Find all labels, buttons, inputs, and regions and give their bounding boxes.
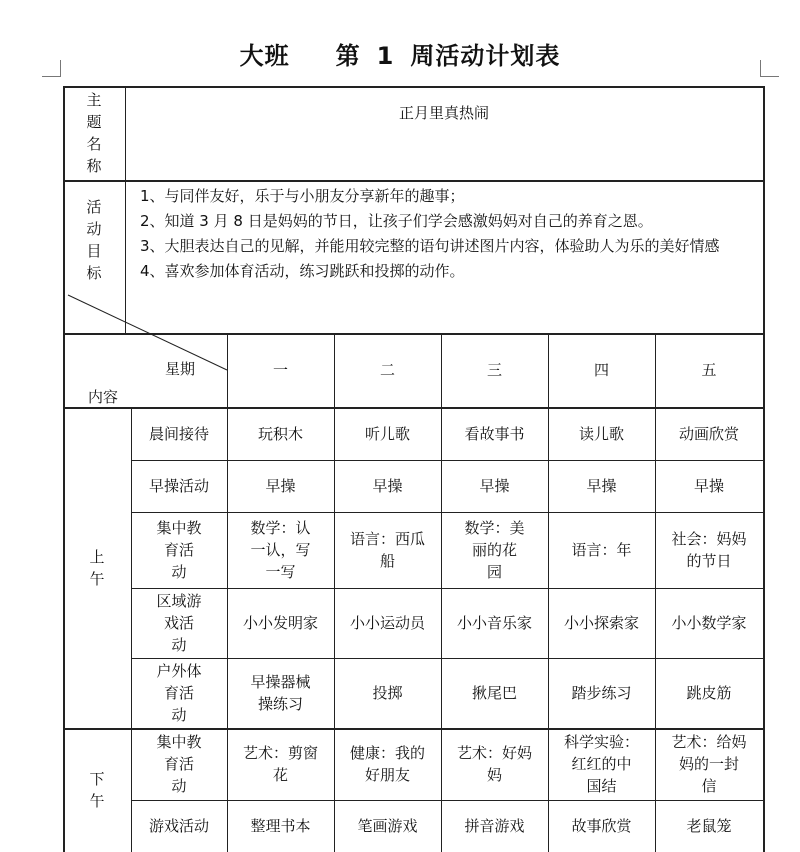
afternoon-cell-day-3-line: 妈 — [486, 766, 502, 784]
morning-row-name — [131, 588, 227, 658]
morning-cell-day-4-line: 小小探索家 — [563, 614, 639, 632]
morning-cell-day-5 — [659, 512, 759, 588]
afternoon-cell-day-4 — [552, 728, 651, 800]
morning-cell-day-4-line: 读儿歌 — [578, 424, 624, 443]
afternoon-row-name-line: 游戏活动 — [148, 817, 209, 835]
morning-cell-day-1 — [231, 407, 330, 460]
morning-cell-day-2-line: 语言：西瓜 — [349, 530, 425, 548]
theme-label-line: 题 — [86, 113, 102, 131]
morning-row-name-line: 育活 — [163, 684, 194, 702]
afternoon-cell-day-4-line: 故事欣赏 — [571, 817, 632, 835]
afternoon-cell-day-2-line: 好朋友 — [364, 766, 410, 784]
morning-cell-day-5 — [659, 658, 759, 728]
morning-label-line: 午 — [89, 569, 105, 588]
morning-row-name-line: 育活 — [163, 541, 194, 559]
theme-label-line: 主 — [86, 91, 102, 109]
weekday-1 — [227, 333, 334, 407]
morning-row-name-line: 动 — [171, 706, 187, 724]
afternoon-cell-day-2-line: 笔画游戏 — [357, 817, 418, 835]
weekday-4-line: 四 — [593, 361, 609, 379]
morning-cell-day-3 — [445, 460, 544, 512]
afternoon-cell-day-5-line: 妈的一封 — [678, 755, 739, 773]
goals-label-line: 标 — [86, 264, 102, 282]
afternoon-cell-day-4-line: 科学实验： — [563, 733, 639, 751]
morning-cell-day-1 — [231, 512, 330, 588]
theme-value-line: 正月里真热闹 — [398, 104, 489, 122]
morning-cell-day-5-line: 的节日 — [686, 552, 732, 570]
morning-cell-day-5-line: 动画欣赏 — [678, 424, 739, 443]
weekday-4 — [548, 333, 655, 407]
afternoon-cell-day-3-line: 拼音游戏 — [464, 817, 525, 835]
morning-cell-day-1-line: 早操器械 — [250, 673, 311, 691]
afternoon-row-name-line: 集中教 — [156, 733, 202, 751]
morning-cell-day-4 — [552, 512, 651, 588]
goal-item: 3、大胆表达自己的见解，并能用较完整的语句讲述图片内容，体验助人为乐的美好情感 — [140, 237, 720, 255]
afternoon-row-name-line: 动 — [171, 777, 187, 795]
morning-cell-day-4 — [552, 588, 651, 658]
morning-row-name-line: 戏活 — [163, 614, 194, 632]
afternoon-cell-day-4-line: 国结 — [586, 777, 617, 795]
morning-cell-day-1 — [231, 658, 330, 728]
goal-item: 4、喜欢参加体育活动，练习跳跃和投掷的动作。 — [140, 262, 465, 280]
morning-cell-day-2 — [338, 588, 437, 658]
afternoon-cell-day-1-line: 整理书本 — [250, 817, 311, 835]
content-label — [78, 386, 128, 408]
goals-label-line: 活 — [86, 198, 102, 216]
afternoon-cell-day-2 — [338, 800, 437, 852]
morning-cell-day-3-line: 丽的花 — [471, 541, 517, 559]
afternoon-cell-day-4-line: 红红的中 — [571, 755, 632, 773]
morning-cell-day-1-line: 玩积木 — [257, 424, 303, 443]
afternoon-row-name — [131, 728, 227, 800]
morning-row-name-line: 早操活动 — [148, 477, 209, 495]
morning-row-name — [131, 658, 227, 728]
goal-item: 1、与同伴友好，乐于与小朋友分享新年的趣事； — [140, 187, 465, 205]
morning-row-name — [131, 460, 227, 512]
afternoon-cell-day-3 — [445, 728, 544, 800]
morning-label — [63, 407, 131, 728]
week-number: 1 — [376, 42, 395, 70]
morning-cell-day-5-line: 小小数学家 — [671, 614, 747, 632]
theme-label-line: 称 — [86, 157, 102, 175]
week-prefix: 第 — [335, 42, 361, 70]
afternoon-row-name — [131, 800, 227, 852]
goals-label — [63, 180, 125, 300]
afternoon-label-line: 下 — [89, 770, 105, 788]
weekday-2 — [334, 333, 441, 407]
morning-cell-day-4-line: 踏步练习 — [571, 684, 632, 702]
morning-row-name-line: 区域游 — [156, 592, 202, 610]
morning-row-name-line: 动 — [171, 636, 187, 654]
morning-cell-day-3-line: 早操 — [479, 477, 510, 495]
weekday-1-line: 一 — [272, 361, 288, 379]
afternoon-cell-day-5-line: 艺术：给妈 — [671, 733, 747, 751]
afternoon-cell-day-2-line: 健康：我的 — [349, 744, 425, 762]
afternoon-cell-day-2 — [338, 728, 437, 800]
afternoon-cell-day-5-line: 信 — [701, 777, 717, 795]
afternoon-cell-day-5 — [659, 800, 759, 852]
goals-label-line: 目 — [86, 242, 102, 260]
morning-row-name-line: 户外体 — [156, 662, 202, 680]
morning-cell-day-4 — [552, 658, 651, 728]
theme-value — [125, 86, 763, 180]
morning-cell-day-3 — [445, 658, 544, 728]
goal-item: 2、知道 3 月 8 日是妈妈的节日，让孩子们学会感激妈妈对自己的养育之恩。 — [140, 212, 653, 230]
morning-cell-day-3-line: 园 — [486, 563, 502, 581]
morning-cell-day-4 — [552, 460, 651, 512]
morning-cell-day-4-line: 语言：年 — [571, 541, 632, 559]
morning-cell-day-1-line: 一写 — [265, 563, 296, 581]
afternoon-cell-day-1-line: 花 — [272, 766, 288, 784]
weekday-label-line: 星期 — [164, 360, 195, 378]
morning-cell-day-5-line: 社会：妈妈 — [671, 530, 747, 548]
morning-row-name — [131, 407, 227, 460]
goals-label-line: 动 — [86, 220, 102, 238]
afternoon-cell-day-4 — [552, 800, 651, 852]
morning-cell-day-4 — [552, 407, 651, 460]
afternoon-label-line: 午 — [89, 792, 105, 810]
afternoon-cell-day-1 — [231, 800, 330, 852]
morning-cell-day-2-line: 投掷 — [372, 684, 403, 702]
morning-cell-day-5 — [659, 588, 759, 658]
weekday-3 — [441, 333, 548, 407]
morning-cell-day-3-line: 数学：美 — [464, 519, 525, 537]
morning-cell-day-1-line: 操练习 — [257, 695, 303, 713]
weekday-2-line: 二 — [379, 361, 395, 379]
afternoon-label — [63, 728, 131, 852]
morning-label-line: 上 — [89, 547, 105, 566]
afternoon-cell-day-3-line: 艺术：好妈 — [456, 744, 532, 762]
morning-row-name-line: 集中教 — [156, 519, 202, 537]
morning-cell-day-3-line: 看故事书 — [464, 424, 525, 443]
morning-cell-day-3-line: 揪尾巴 — [471, 684, 517, 702]
weekday-5-line: 五 — [701, 361, 717, 379]
morning-row-name-line: 晨间接待 — [148, 424, 209, 443]
weekday-3-line: 三 — [486, 361, 502, 379]
morning-cell-day-1-line: 数学：认 — [250, 519, 311, 537]
morning-cell-day-2 — [338, 512, 437, 588]
afternoon-cell-day-5-line: 老鼠笼 — [686, 817, 732, 835]
morning-cell-day-1-line: 小小发明家 — [242, 614, 318, 632]
week-suffix: 周活动计划表 — [410, 42, 561, 70]
morning-cell-day-5 — [659, 460, 759, 512]
morning-cell-day-4-line: 早操 — [586, 477, 617, 495]
afternoon-cell-day-1 — [231, 728, 330, 800]
morning-row-name — [131, 512, 227, 588]
weekday-5 — [655, 333, 763, 407]
morning-cell-day-2-line: 早操 — [372, 477, 403, 495]
weekday-label — [150, 357, 210, 381]
content-label-line: 内容 — [87, 388, 118, 406]
morning-cell-day-2 — [338, 407, 437, 460]
morning-cell-day-3 — [445, 407, 544, 460]
class-name: 大班 — [239, 42, 290, 70]
morning-cell-day-3 — [445, 512, 544, 588]
morning-cell-day-2 — [338, 460, 437, 512]
morning-cell-day-2-line: 船 — [379, 552, 395, 570]
morning-cell-day-1 — [231, 588, 330, 658]
morning-cell-day-5-line: 早操 — [693, 477, 724, 495]
morning-cell-day-2-line: 听儿歌 — [364, 424, 410, 443]
theme-label — [63, 86, 125, 180]
morning-cell-day-1 — [231, 460, 330, 512]
afternoon-cell-day-3 — [445, 800, 544, 852]
morning-cell-day-5 — [659, 407, 759, 460]
morning-cell-day-5-line: 跳皮筋 — [686, 684, 732, 702]
morning-cell-day-1-line: 早操 — [265, 477, 296, 495]
theme-label-line: 名 — [86, 135, 102, 153]
morning-cell-day-1-line: 一认，写 — [250, 541, 311, 559]
morning-cell-day-2 — [338, 658, 437, 728]
afternoon-cell-day-1-line: 艺术：剪窗 — [242, 744, 318, 762]
morning-cell-day-2-line: 小小运动员 — [349, 614, 425, 632]
morning-cell-day-3-line: 小小音乐家 — [456, 614, 532, 632]
afternoon-row-name-line: 育活 — [163, 755, 194, 773]
morning-cell-day-3 — [445, 588, 544, 658]
afternoon-cell-day-5 — [659, 728, 759, 800]
morning-row-name-line: 动 — [171, 563, 187, 581]
